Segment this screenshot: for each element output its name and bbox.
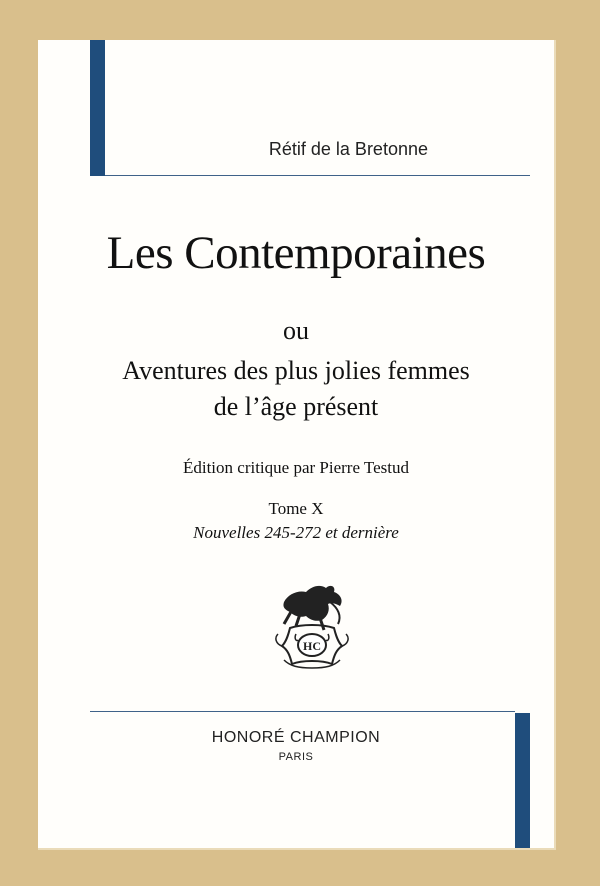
cover-rule-bottom — [90, 711, 515, 712]
rearing-horse-crest-icon — [270, 580, 354, 672]
volume-number: Tome X — [268, 499, 324, 518]
publisher-name: HONORÉ CHAMPION — [211, 729, 381, 746]
edition-credit: Édition critique par Pierre Testud — [182, 458, 410, 477]
subtitle-connector: ou — [283, 316, 309, 345]
cover-accent-bar-top — [90, 40, 105, 176]
cover-rule-top — [105, 175, 530, 176]
subtitle-line-2: de l’âge présent — [213, 392, 379, 421]
volume-contents: Nouvelles 245-272 et dernière — [193, 523, 399, 542]
publisher-city: PARIS — [278, 751, 314, 763]
book-title: Les Contemporaines — [106, 227, 486, 279]
subtitle-line-1: Aventures des plus jolies femmes — [122, 356, 470, 385]
emblem-monogram: HC — [303, 639, 321, 653]
author-name: Rétif de la Bretonne — [268, 139, 428, 159]
book-cover — [38, 40, 556, 850]
